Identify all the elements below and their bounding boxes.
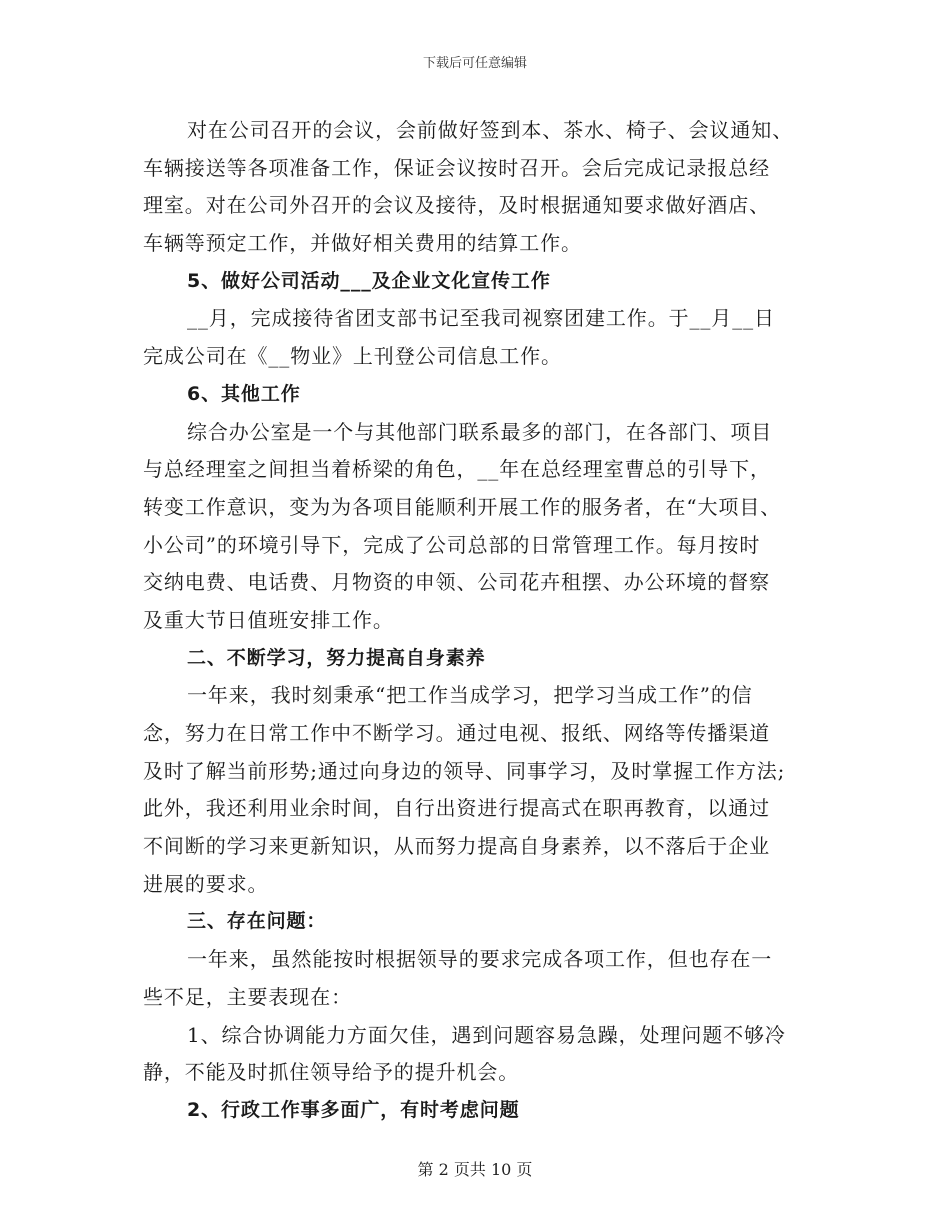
paragraph-line: 不间断的学习来更新知识，从而努力提高自身素养，以不落后于企业 xyxy=(143,834,770,859)
page-header: 下载后可任意编辑 xyxy=(422,56,527,71)
paragraph-line: 1、综合协调能力方面欠佳，遇到问题容易急躁，处理问题不够冷 xyxy=(187,1022,786,1047)
paragraph-line: 进展的要求。 xyxy=(143,871,269,896)
paragraph-line: __月，完成接待省团支部书记至我司视察团建工作。于__月__日 xyxy=(187,306,775,331)
paragraph-line: 此外，我还利用业余时间，自行出资进行提高式在职再教育，以通过 xyxy=(143,796,770,821)
paragraph-line: 一年来，虽然能按时根据领导的要求完成各项工作，但也存在一 xyxy=(187,947,773,972)
paragraph-line: 综合办公室是一个与其他部门联系最多的部门，在各部门、项目 xyxy=(187,419,773,444)
section-heading: 三、存在问题： xyxy=(187,910,327,933)
paragraph-line: 对在公司召开的会议，会前做好签到本、茶水、椅子、会议通知、 xyxy=(187,118,794,142)
document-body xyxy=(143,112,807,1130)
paragraph-line: 静，不能及时抓住领导给予的提升机会。 xyxy=(143,1060,520,1085)
paragraph-line: 转变工作意识，变为为各项目能顺利开展工作的服务者，在“大项目、 xyxy=(143,494,782,519)
section-heading: 6、其他工作 xyxy=(187,382,301,405)
paragraph-line: 车辆等预定工作，并做好相关费用的结算工作。 xyxy=(143,231,582,256)
paragraph-line: 及时了解当前形势;通过向身边的领导、同事学习，及时掌握工作方法; xyxy=(143,758,786,783)
page-footer: 第 2 页共 10 页 xyxy=(417,1160,533,1179)
section-heading: 5、做好公司活动___及企业文化宣传工作 xyxy=(187,269,551,292)
section-heading: 二、不断学习，努力提高自身素养 xyxy=(187,646,486,669)
paragraph-line: 些不足，主要表现在： xyxy=(143,984,352,1009)
paragraph-line: 小公司”的环境引导下，完成了公司总部的日常管理工作。每月按时 xyxy=(143,532,761,557)
paragraph-line: 一年来，我时刻秉承“把工作当成学习，把学习当成工作”的信 xyxy=(187,683,753,708)
paragraph-line: 理室。对在公司外召开的会议及接待，及时根据通知要求做好酒店、 xyxy=(143,193,770,218)
paragraph-line: 与总经理室之间担当着桥梁的角色，__年在总经理室曹总的引导下， xyxy=(143,457,771,482)
paragraph-line: 念，努力在日常工作中不断学习。通过电视、报纸、网络等传播渠道 xyxy=(143,721,770,745)
section-heading: 2、行政工作事多面广，有时考虑问题 xyxy=(187,1098,520,1121)
paragraph-line: 交纳电费、电话费、月物资的申领、公司花卉租摆、办公环境的督察 xyxy=(143,570,770,595)
paragraph-line: 车辆接送等各项准备工作，保证会议按时召开。会后完成记录报总经 xyxy=(143,155,770,180)
paragraph-line: 完成公司在《__物业》上刊登公司信息工作。 xyxy=(143,344,562,369)
paragraph-line: 及重大节日值班安排工作。 xyxy=(143,607,394,632)
